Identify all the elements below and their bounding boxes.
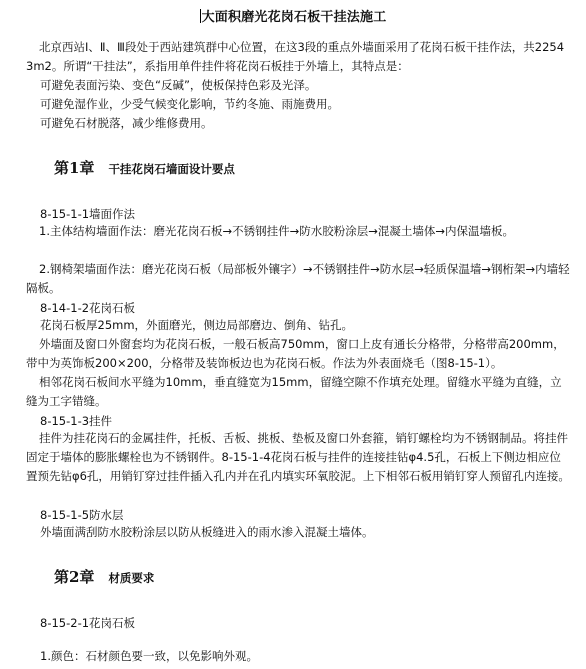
text-cursor <box>200 9 201 23</box>
section-8-15-1-5-para: 外墙面满刮防水胶粉涂层以防从板缝进入的雨水渗入混凝土墙体。 <box>40 525 374 539</box>
chapter-1-label: 第1章 <box>54 159 95 177</box>
section-8-15-2-1-item-1: 1.颜色：石材颜色要一致，以免影响外观。 <box>40 649 258 663</box>
document-title <box>0 6 586 25</box>
title-text: 大面积磨光花岗石板干挂法施工 <box>201 10 387 25</box>
intro-benefit-1: 可避免表面污染、变色“反碱”，使板保持色彩及光泽。 <box>40 78 317 92</box>
section-8-15-1-1-item-2: 2.钢椅架墙面作法：磨光花岗石板（局部板外镶字）→不锈钢挂件→防水层→轻质保温墙→钢桁架→内墙轻隔板。 <box>26 262 570 295</box>
chapter-2-label: 第2章 <box>54 568 95 586</box>
section-8-14-1-2-para-1: 花岗石板厚25mm，外面磨光，侧边局部磨边、倒角、钻孔。 <box>40 318 354 332</box>
section-8-15-1-3-heading: 8-15-1-3挂件 <box>40 414 113 428</box>
section-8-14-1-2-para-2: 外墙面及窗口外窗套均为花岗石板，一般石板高750mm，窗口上皮有通长分格带，分格带高200mm，带中为英饰板200×200，分格带及装饰板边也为花岗石板。作法为外表面烧毛（图8-15-1）。 <box>26 337 565 370</box>
section-8-14-1-2-para-3: 相邻花岗石板间水平缝为10mm，垂直缝宽为15mm，留缝空隙不作填充处理。留缝水平缝为直缝，立缝为工字错缝。 <box>26 375 562 408</box>
section-8-15-1-3-para: 挂件为挂花岗石的金属挂件，托板、舌板、挑板、垫板及窗口外套箍，销钉螺栓均为不锈钢制品。将挂件固定于墙体的膨胀螺栓也为不锈钢件。8-15-1-4花岗石板与挂件的连接挂钻φ4.5孔，石板上下侧边相应位置预先钻φ6孔，用销钉穿过挂件插入孔内并在孔内填实环氧胶泥。上下相邻石板用销钉穿人预留孔内连接。 <box>26 431 570 483</box>
section-8-15-2-1-heading: 8-15-2-1花岗石板 <box>40 616 136 630</box>
intro-benefit-3: 可避免石材脱落，减少维修费用。 <box>40 116 213 130</box>
chapter-1-title: 干挂花岗石墙面设计要点 <box>108 162 235 176</box>
chapter-1-heading <box>54 157 235 178</box>
section-8-15-1-1-heading: 8-15-1-1墙面作法 <box>40 207 136 221</box>
intro-paragraph: 北京西站Ⅰ、Ⅱ、Ⅲ段处于西站建筑群中心位置，在这3段的重点外墙面采用了花岗石板干挂作法，共22543m2。所谓“干挂法”，系指用单件挂件将花岗石板挂于外墙上，其特点是： <box>26 40 565 73</box>
section-8-14-1-2-heading: 8-14-1-2花岗石板 <box>40 301 136 315</box>
chapter-2-heading <box>54 566 154 587</box>
section-8-15-1-1-item-1: 1.主体结构墙面作法：磨光花岗石板→不锈钢挂件→防水胶粉涂层→混凝土墙体→内保温墙板。 <box>39 224 515 238</box>
chapter-2-title: 材质要求 <box>108 571 155 585</box>
section-8-15-1-5-heading: 8-15-1-5防水层 <box>40 508 124 522</box>
intro-benefit-2: 可避免湿作业，少受气候变化影响，节约冬施、雨施费用。 <box>40 97 339 111</box>
